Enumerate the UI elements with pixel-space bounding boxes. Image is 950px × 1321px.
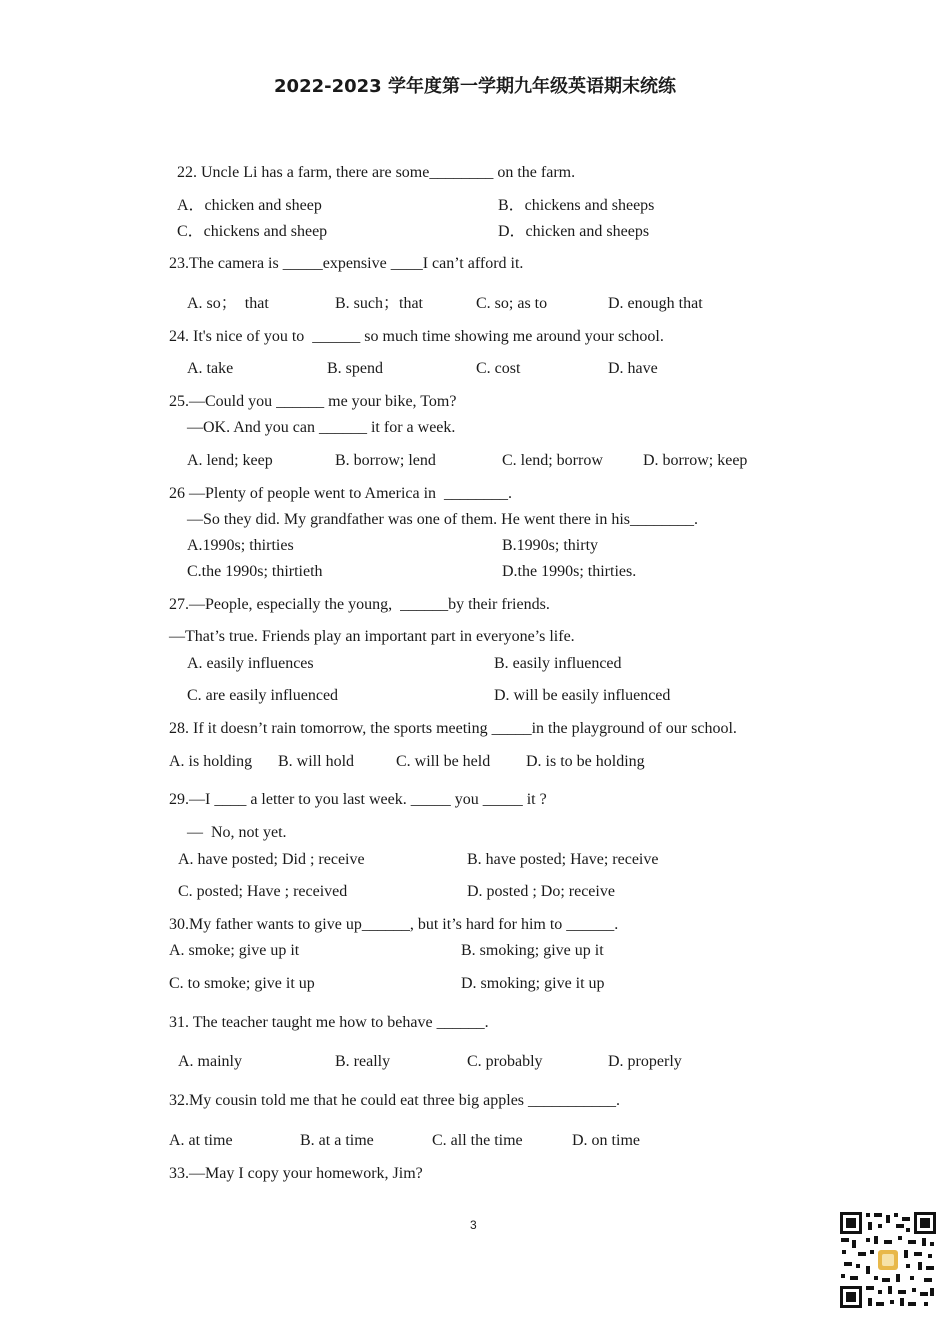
question-27-option-b: B. easily influenced <box>494 655 622 672</box>
question-24-option-c: C. cost <box>476 360 521 377</box>
qr-code-icon <box>838 1210 938 1310</box>
question-29-option-d: D. posted ; Do; receive <box>467 883 615 900</box>
question-24-option-d: D. have <box>608 360 658 377</box>
question-25-option-a: A. lend; keep <box>187 452 273 469</box>
question-22-option-c: C．chickens and sheep <box>177 223 328 240</box>
question-26-option-d: D.the 1990s; thirties. <box>502 563 637 580</box>
question-33-stem: 33.—May I copy your homework, Jim? <box>169 1165 423 1182</box>
question-24-option-b: B. spend <box>327 360 383 377</box>
question-23-stem: 23.The camera is _____expensive ____I can’t afford it. <box>169 255 524 272</box>
question-26-option-a: A.1990s; thirties <box>187 537 294 554</box>
question-22-option-d: D．chicken and sheeps <box>498 223 650 240</box>
question-24-stem: 24. It's nice of you to ______ so much time showing me around your school. <box>169 328 664 345</box>
question-26-stem: 26 —Plenty of people went to America in ________. <box>169 485 513 502</box>
question-29-reply: — No, not yet. <box>187 824 287 841</box>
question-28-option-a: A. is holding <box>169 753 253 770</box>
question-30-stem: 30.My father wants to give up______, but it’s hard for him to ______. <box>169 916 619 933</box>
question-31-option-d: D. properly <box>608 1053 682 1070</box>
question-32-option-b: B. at a time <box>300 1132 374 1149</box>
question-32-option-c: C. all the time <box>432 1132 523 1149</box>
question-25-option-d: D. borrow; keep <box>643 452 748 469</box>
question-29-option-c: C. posted; Have ; received <box>178 883 348 900</box>
page-title: 2022-2023 学年度第一学期九年级英语期末统练 <box>274 76 676 97</box>
question-22-option-a: A．chicken and sheep <box>177 197 322 214</box>
question-27-option-a: A. easily influences <box>187 655 314 672</box>
question-28-stem: 28. If it doesn’t rain tomorrow, the sports meeting _____in the playground of our school. <box>169 720 737 737</box>
question-28-option-d: D. is to be holding <box>526 753 645 770</box>
page-number: 3 <box>470 1218 477 1232</box>
question-32-option-a: A. at time <box>169 1132 233 1149</box>
question-23-option-c: C. so; as to <box>476 295 548 312</box>
question-32-option-d: D. on time <box>572 1132 640 1149</box>
question-23-option-d: D. enough that <box>608 295 703 312</box>
question-31-option-a: A. mainly <box>178 1053 242 1070</box>
question-27-option-c: C. are easily influenced <box>187 687 339 704</box>
question-22-option-b: B．chickens and sheeps <box>498 197 655 214</box>
question-30-option-b: B. smoking; give up it <box>461 942 604 959</box>
question-30-option-d: D. smoking; give it up <box>461 975 605 992</box>
question-30-option-a: A. smoke; give up it <box>169 942 300 959</box>
question-31-option-c: C. probably <box>467 1053 543 1070</box>
question-25-stem: 25.—Could you ______ me your bike, Tom? <box>169 393 457 410</box>
question-30-option-c: C. to smoke; give it up <box>169 975 315 992</box>
question-31-stem: 31. The teacher taught me how to behave ______. <box>169 1014 489 1031</box>
question-29-option-b: B. have posted; Have; receive <box>467 851 659 868</box>
question-25-option-c: C. lend; borrow <box>502 452 603 469</box>
question-26-option-c: C.the 1990s; thirtieth <box>187 563 323 580</box>
question-27-option-d: D. will be easily influenced <box>494 687 671 704</box>
question-23-option-b: B. such；that <box>335 295 423 312</box>
question-26-option-b: B.1990s; thirty <box>502 537 599 554</box>
question-31-option-b: B. really <box>335 1053 391 1070</box>
question-22-stem: 22. Uncle Li has a farm, there are some________ on the farm. <box>177 164 576 181</box>
question-28-option-b: B. will hold <box>278 753 355 770</box>
question-29-stem: 29.—I ____ a letter to you last week. _____ you _____ it ? <box>169 791 547 808</box>
question-24-option-a: A. take <box>187 360 234 377</box>
question-32-stem: 32.My cousin told me that he could eat three big apples ___________. <box>169 1092 621 1109</box>
question-27-reply: —That’s true. Friends play an important part in everyone’s life. <box>169 628 575 645</box>
question-29-option-a: A. have posted; Did ; receive <box>178 851 365 868</box>
question-25-option-b: B. borrow; lend <box>335 452 436 469</box>
question-26-reply: —So they did. My grandfather was one of them. He went there in his________. <box>187 511 699 528</box>
question-25-reply: —OK. And you can ______ it for a week. <box>187 419 456 436</box>
question-23-option-a: A. so； that <box>187 295 269 312</box>
question-27-stem: 27.—People, especially the young, ______by their friends. <box>169 596 550 613</box>
question-28-option-c: C. will be held <box>396 753 491 770</box>
